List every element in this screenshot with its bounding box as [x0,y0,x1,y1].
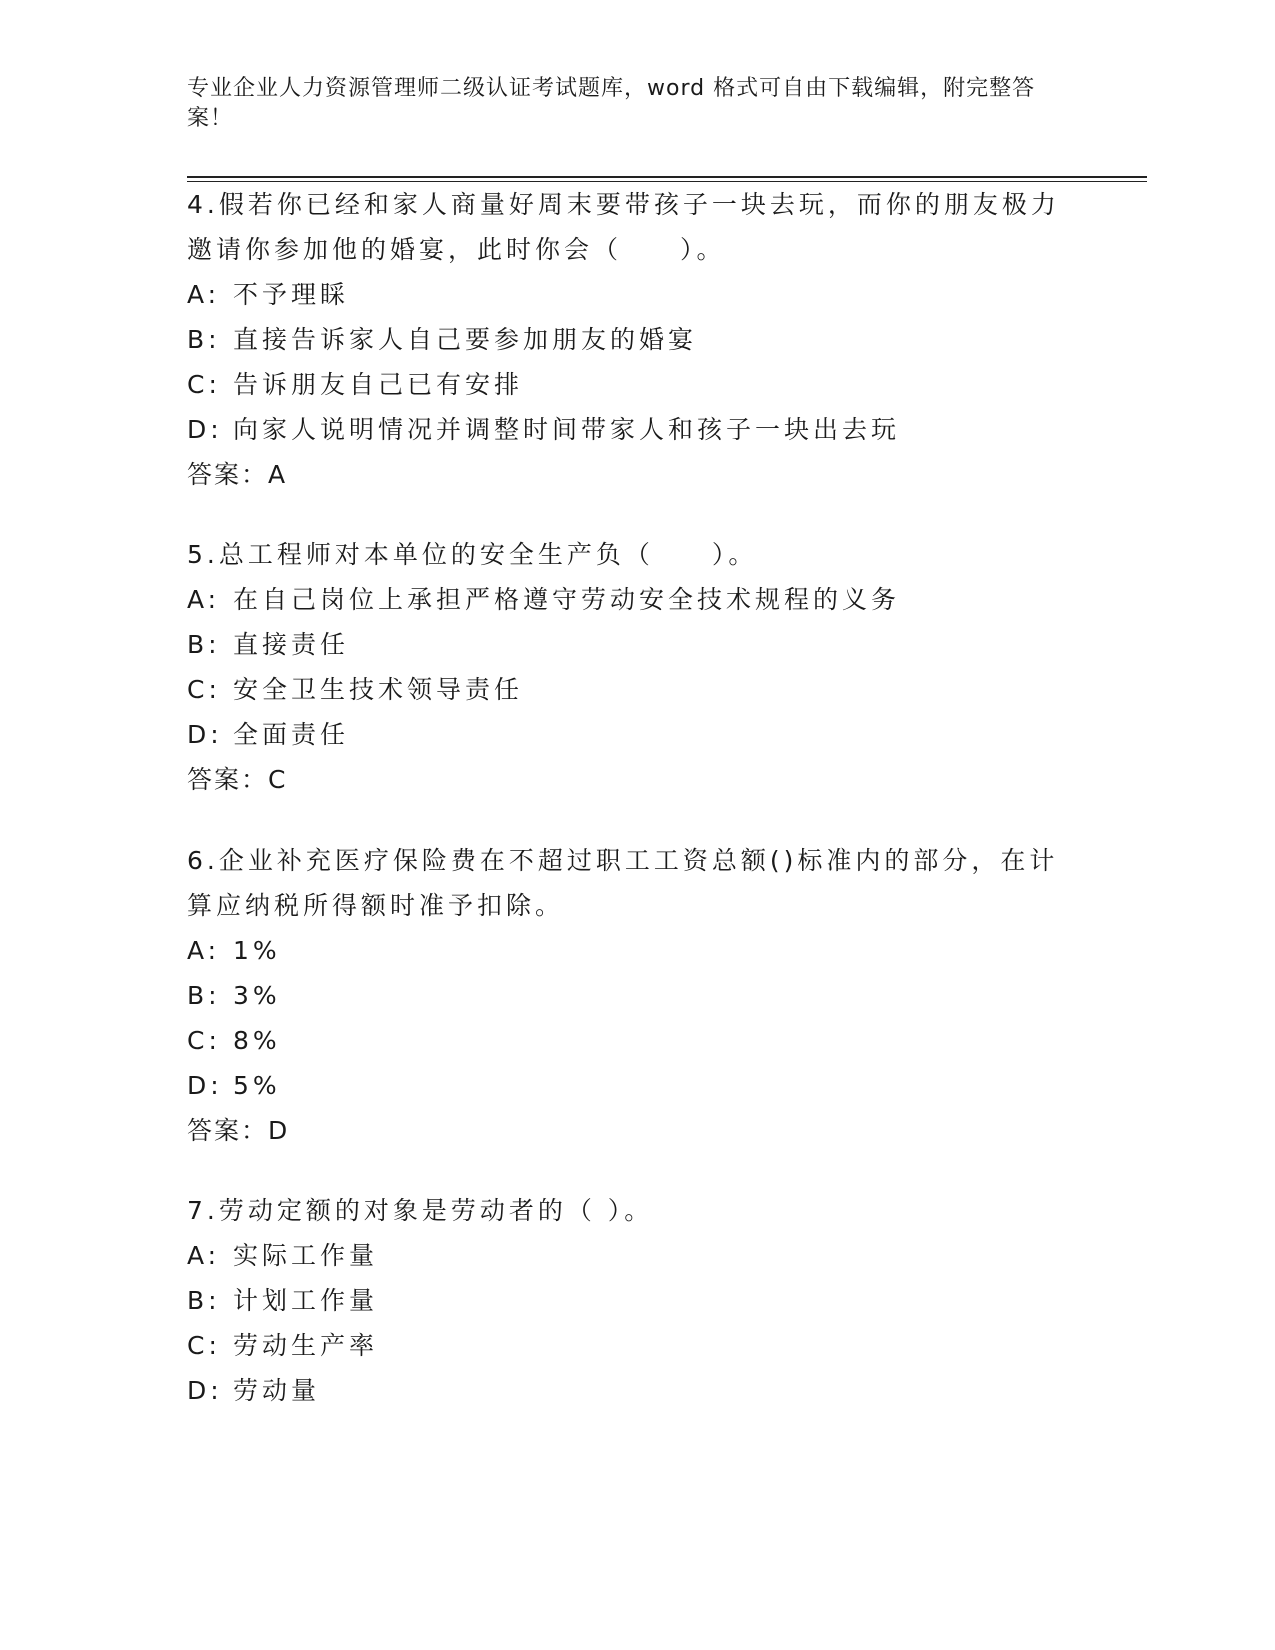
option-text: 不予理睬 [233,280,350,309]
option-text: 8% [233,1026,281,1055]
option-text: 劳动量 [233,1376,321,1405]
option-label: C: [187,1331,221,1360]
option-d [187,1063,1067,1108]
document-header: 专业企业人力资源管理师二级认证考试题库，word 格式可自由下载编辑，附完整答案！ [187,76,1036,131]
option-text: 向家人说明情况并调整时间带家人和孩子一块出去玩 [233,415,901,444]
option-c [187,1323,1067,1368]
option-text: 在自己岗位上承担严格遵守劳动安全技术规程的义务 [233,585,901,614]
option-b [187,317,1067,362]
option-text: 实际工作量 [233,1241,379,1270]
option-c [187,667,1067,712]
option-label: A: [187,585,221,614]
option-a [187,1233,1067,1278]
option-label: D: [187,1071,223,1100]
option-label: D: [187,1376,223,1405]
option-text: 1% [233,936,281,965]
answer-line: 答案：A [187,460,288,489]
option-text: 全面责任 [233,720,350,749]
question-stem: 7.劳动定额的对象是劳动者的（ ）。 [187,1196,654,1225]
option-a [187,928,1067,973]
option-text: 直接责任 [233,630,350,659]
option-c [187,362,1067,407]
answer-line: 答案：C [187,765,288,794]
option-label: A: [187,280,221,309]
option-label: B: [187,630,221,659]
option-label: D: [187,415,223,444]
option-text: 5% [233,1071,281,1100]
question-stem: 4.假若你已经和家人商量好周末要带孩子一块去玩，而你的朋友极力邀请你参加他的婚宴，此时你会（ ）。 [187,190,1060,264]
question-7 [187,1188,1067,1413]
option-label: B: [187,325,221,354]
option-label: C: [187,675,221,704]
option-text: 安全卫生技术领导责任 [233,675,524,704]
option-d [187,1368,1067,1413]
option-c [187,1018,1067,1063]
option-text: 劳动生产率 [233,1331,379,1360]
option-text: 直接告诉家人自己要参加朋友的婚宴 [233,325,698,354]
option-b [187,973,1067,1018]
option-text: 告诉朋友自己已有安排 [233,370,524,399]
answer-line: 答案：D [187,1116,290,1145]
document-page [187,0,1147,1650]
question-stem: 5.总工程师对本单位的安全生产负（ ）。 [187,540,758,569]
option-text: 3% [233,981,281,1010]
question-5 [187,532,1067,802]
option-a [187,272,1067,317]
option-label: B: [187,981,221,1010]
option-a [187,577,1067,622]
option-label: D: [187,720,223,749]
question-4 [187,182,1067,497]
option-d [187,407,1067,452]
option-label: A: [187,936,221,965]
option-text: 计划工作量 [233,1286,379,1315]
option-label: C: [187,370,221,399]
option-label: C: [187,1026,221,1055]
question-stem: 6.企业补充医疗保险费在不超过职工工资总额()标准内的部分，在计算应纳税所得额时准予扣除。 [187,846,1059,920]
option-label: B: [187,1286,221,1315]
question-6 [187,838,1067,1153]
option-b [187,622,1067,667]
option-d [187,712,1067,757]
option-b [187,1278,1067,1323]
option-label: A: [187,1241,221,1270]
